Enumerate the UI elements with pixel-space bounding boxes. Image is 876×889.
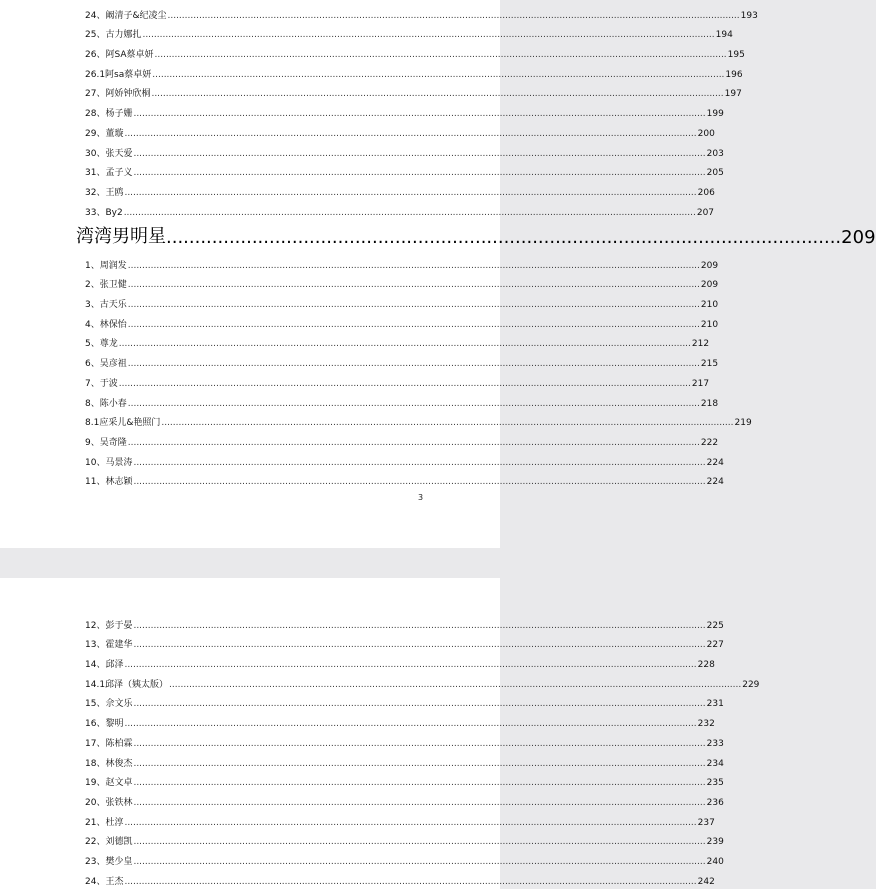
leader-dots: ........................................................................................................................................................................................................ [133, 148, 706, 159]
toc-entry[interactable] [85, 829, 724, 849]
toc-entry-page: 218 [700, 398, 719, 409]
toc-entry[interactable] [85, 868, 715, 888]
toc-entry[interactable] [85, 390, 719, 410]
toc-entry-page: 229 [742, 679, 760, 690]
toc-entry-label: 31、孟子义 [85, 168, 133, 179]
toc-entry-page: 227 [706, 640, 724, 651]
toc-entry[interactable] [85, 272, 719, 292]
page-number: 3 [418, 493, 424, 502]
toc-entry-label: 17、陈柏霖 [85, 738, 133, 749]
toc-entry-page: 205 [706, 168, 724, 179]
leader-dots: ........................................................................................................................................................................................................ [133, 797, 706, 808]
leader-dots: ........................................................................................................................................................................................................ [118, 339, 691, 350]
section-heading-page: 209 [841, 227, 876, 248]
toc-entry[interactable] [85, 41, 745, 61]
toc-entry-label: 1、周润发 [85, 260, 127, 271]
toc-list-page2 [85, 612, 760, 888]
leader-dots: ........................................................................................................................................................................................................ [133, 640, 706, 651]
toc-entry-page: 219 [734, 418, 752, 429]
leader-dots: ........................................................................................................................................................................................................ [142, 30, 715, 41]
toc-entry-label: 18、林俊杰 [85, 758, 133, 769]
toc-entry[interactable] [85, 671, 760, 691]
leader-dots: ........................................................................................................................................................................................................ [124, 187, 697, 198]
toc-entry-label: 24、阚清子&纪凌尘 [85, 10, 167, 21]
toc-entry-label: 26、阿SA蔡卓妍 [85, 50, 154, 61]
toc-entry[interactable] [85, 81, 742, 101]
toc-entry[interactable] [85, 750, 724, 770]
toc-entry-label: 8、陈小春 [85, 398, 127, 409]
toc-entry-label: 11、林志颖 [85, 477, 133, 488]
toc-entry[interactable] [85, 252, 719, 272]
toc-entry-page: 194 [715, 30, 733, 41]
toc-entry-page: 210 [700, 300, 719, 311]
toc-entry-page: 232 [697, 719, 715, 730]
toc-entry-page: 207 [696, 207, 715, 218]
toc-entry[interactable] [85, 199, 715, 219]
toc-entry-label: 27、阿娇钟欣桐 [85, 89, 151, 100]
toc-entry-label: 25、古力娜扎 [85, 30, 142, 41]
leader-dots: ........................................................................................................................................................................................................ [124, 719, 697, 730]
leader-dots: ........................................................................................................................................................................................................ [133, 620, 706, 631]
leader-dots: ........................................................................................................................................................................................................ [169, 679, 742, 690]
toc-entry-page: 236 [706, 797, 724, 808]
toc-entry[interactable] [85, 350, 719, 370]
leader-dots: ...................................................................................................................... [166, 227, 842, 248]
toc-entry-label: 32、王鸥 [85, 187, 124, 198]
toc-entry-page: 237 [697, 817, 715, 828]
toc-entry-label: 15、佘文乐 [85, 699, 133, 710]
toc-entry-label: 5、尊龙 [85, 339, 118, 350]
toc-entry-page: 203 [706, 148, 724, 159]
leader-dots: ........................................................................................................................................................................................................ [124, 128, 697, 139]
toc-entry[interactable] [85, 160, 724, 180]
toc-entry-label: 21、杜淳 [85, 817, 124, 828]
toc-entry[interactable] [85, 789, 724, 809]
toc-entry[interactable] [85, 291, 719, 311]
toc-entry-page: 212 [691, 339, 710, 350]
toc-entry-label: 24、王杰 [85, 876, 124, 887]
toc-entry[interactable] [85, 120, 715, 140]
toc-entry-page: 231 [706, 699, 724, 710]
leader-dots: ........................................................................................................................................................................................................ [133, 738, 706, 749]
toc-entry[interactable] [85, 632, 724, 652]
toc-entry-label: 16、黎明 [85, 719, 124, 730]
toc-entry-label: 30、张天爱 [85, 148, 133, 159]
leader-dots: ........................................................................................................................................................................................................ [133, 109, 706, 120]
leader-dots: ........................................................................................................................................................................................................ [133, 457, 706, 468]
toc-entry-label: 9、吴奇隆 [85, 437, 127, 448]
toc-entry-page: 222 [700, 437, 719, 448]
toc-entry-label: 2、张卫健 [85, 280, 127, 291]
leader-dots: ........................................................................................................................................................................................................ [161, 418, 734, 429]
toc-entry-label: 14、邱泽 [85, 660, 124, 671]
toc-entry[interactable] [85, 429, 719, 449]
leader-dots: ........................................................................................................................................................................................................ [127, 260, 700, 271]
toc-entry-label: 7、于波 [85, 378, 118, 389]
toc-entry[interactable] [85, 469, 724, 489]
leader-dots: ........................................................................................................................................................................................................ [133, 168, 706, 179]
toc-entry-label: 10、马景涛 [85, 457, 133, 468]
toc-list-section [85, 252, 752, 488]
toc-entry-label: 29、董璇 [85, 128, 124, 139]
leader-dots: ........................................................................................................................................................................................................ [127, 359, 700, 370]
toc-entry[interactable] [85, 410, 752, 430]
toc-entry-label: 8.1应采儿&艳照门 [85, 418, 161, 429]
leader-dots: ........................................................................................................................................................................................................ [133, 477, 706, 488]
toc-entry[interactable] [85, 179, 715, 199]
toc-entry-label: 14.1邱泽（姨太版） [85, 679, 169, 690]
toc-entry-label: 33、By2 [85, 207, 123, 218]
toc-entry[interactable] [85, 2, 758, 22]
toc-entry-page: 235 [706, 778, 724, 789]
toc-entry[interactable] [85, 691, 724, 711]
toc-entry[interactable] [85, 710, 715, 730]
toc-entry-label: 12、彭于晏 [85, 620, 133, 631]
toc-entry-page: 234 [706, 758, 724, 769]
toc-entry-page: 209 [700, 260, 719, 271]
toc-entry-page: 224 [706, 477, 724, 488]
toc-entry[interactable] [85, 770, 724, 790]
toc-entry-page: 195 [727, 50, 745, 61]
toc-entry[interactable] [85, 730, 724, 750]
toc-entry-label: 23、樊少皇 [85, 856, 133, 867]
toc-entry-page: 233 [706, 738, 724, 749]
toc-entry[interactable] [85, 449, 724, 469]
toc-entry-label: 20、张铁林 [85, 797, 133, 808]
toc-entry-page: 228 [697, 660, 715, 671]
toc-entry[interactable] [85, 140, 724, 160]
toc-entry[interactable] [85, 848, 724, 868]
toc-entry[interactable] [85, 22, 733, 42]
leader-dots: ........................................................................................................................................................................................................ [124, 660, 697, 671]
leader-dots: ........................................................................................................................................................................................................ [127, 300, 700, 311]
toc-entry-label: 28、杨子姗 [85, 109, 133, 120]
toc-entry-page: 200 [697, 128, 715, 139]
leader-dots: ........................................................................................................................................................................................................ [127, 280, 700, 291]
toc-entry-label: 6、吴彦祖 [85, 359, 127, 370]
leader-dots: ........................................................................................................................................................................................................ [127, 319, 700, 330]
leader-dots: ........................................................................................................................................................................................................ [133, 758, 706, 769]
toc-entry-page: 242 [697, 876, 715, 887]
toc-entry-label: 22、刘德凯 [85, 837, 133, 848]
leader-dots: ........................................................................................................................................................................................................ [127, 437, 700, 448]
leader-dots: ........................................................................................................................................................................................................ [167, 10, 740, 21]
toc-entry-page: 209 [700, 280, 719, 291]
toc-list-page1 [85, 2, 758, 219]
toc-entry[interactable] [85, 331, 710, 351]
toc-entry-label: 3、古天乐 [85, 300, 127, 311]
leader-dots: ........................................................................................................................................................................................................ [154, 50, 727, 61]
toc-entry-page: 224 [706, 457, 724, 468]
toc-entry-page: 196 [725, 69, 743, 80]
toc-entry-page: 215 [700, 359, 719, 370]
toc-entry-page: 217 [691, 378, 710, 389]
leader-dots: ........................................................................................................................................................................................................ [127, 398, 700, 409]
toc-entry[interactable] [85, 61, 743, 81]
leader-dots: ........................................................................................................................................................................................................ [133, 699, 706, 710]
leader-dots: ........................................................................................................................................................................................................ [133, 778, 706, 789]
toc-entry-page: 199 [706, 109, 724, 120]
toc-entry[interactable] [85, 311, 719, 331]
toc-entry[interactable] [85, 809, 715, 829]
leader-dots: ........................................................................................................................................................................................................ [118, 378, 691, 389]
toc-entry-label: 13、霍建华 [85, 640, 133, 651]
toc-entry[interactable] [85, 651, 715, 671]
leader-dots: ........................................................................................................................................................................................................ [152, 69, 725, 80]
toc-entry-page: 210 [700, 319, 719, 330]
toc-entry[interactable] [85, 612, 724, 632]
toc-entry-page: 225 [706, 620, 724, 631]
leader-dots: ........................................................................................................................................................................................................ [151, 89, 724, 100]
toc-entry[interactable] [85, 100, 724, 120]
toc-entry[interactable] [85, 370, 710, 390]
leader-dots: ........................................................................................................................................................................................................ [133, 837, 706, 848]
toc-entry-page: 193 [740, 10, 758, 21]
toc-entry-label: 19、赵文卓 [85, 778, 133, 789]
toc-entry-page: 239 [706, 837, 724, 848]
toc-entry-page: 197 [724, 89, 742, 100]
leader-dots: ........................................................................................................................................................................................................ [124, 876, 697, 887]
leader-dots: ........................................................................................................................................................................................................ [124, 817, 697, 828]
toc-entry-page: 240 [706, 856, 724, 867]
toc-entry-label: 4、林保怡 [85, 319, 127, 330]
toc-entry-label: 26.1阿sa蔡卓妍 [85, 69, 152, 80]
leader-dots: ........................................................................................................................................................................................................ [133, 856, 706, 867]
toc-entry-page: 206 [697, 187, 715, 198]
section-heading[interactable] [76, 224, 876, 248]
section-heading-label: 湾湾男明星 [76, 226, 166, 247]
leader-dots: ........................................................................................................................................................................................................ [123, 207, 696, 218]
